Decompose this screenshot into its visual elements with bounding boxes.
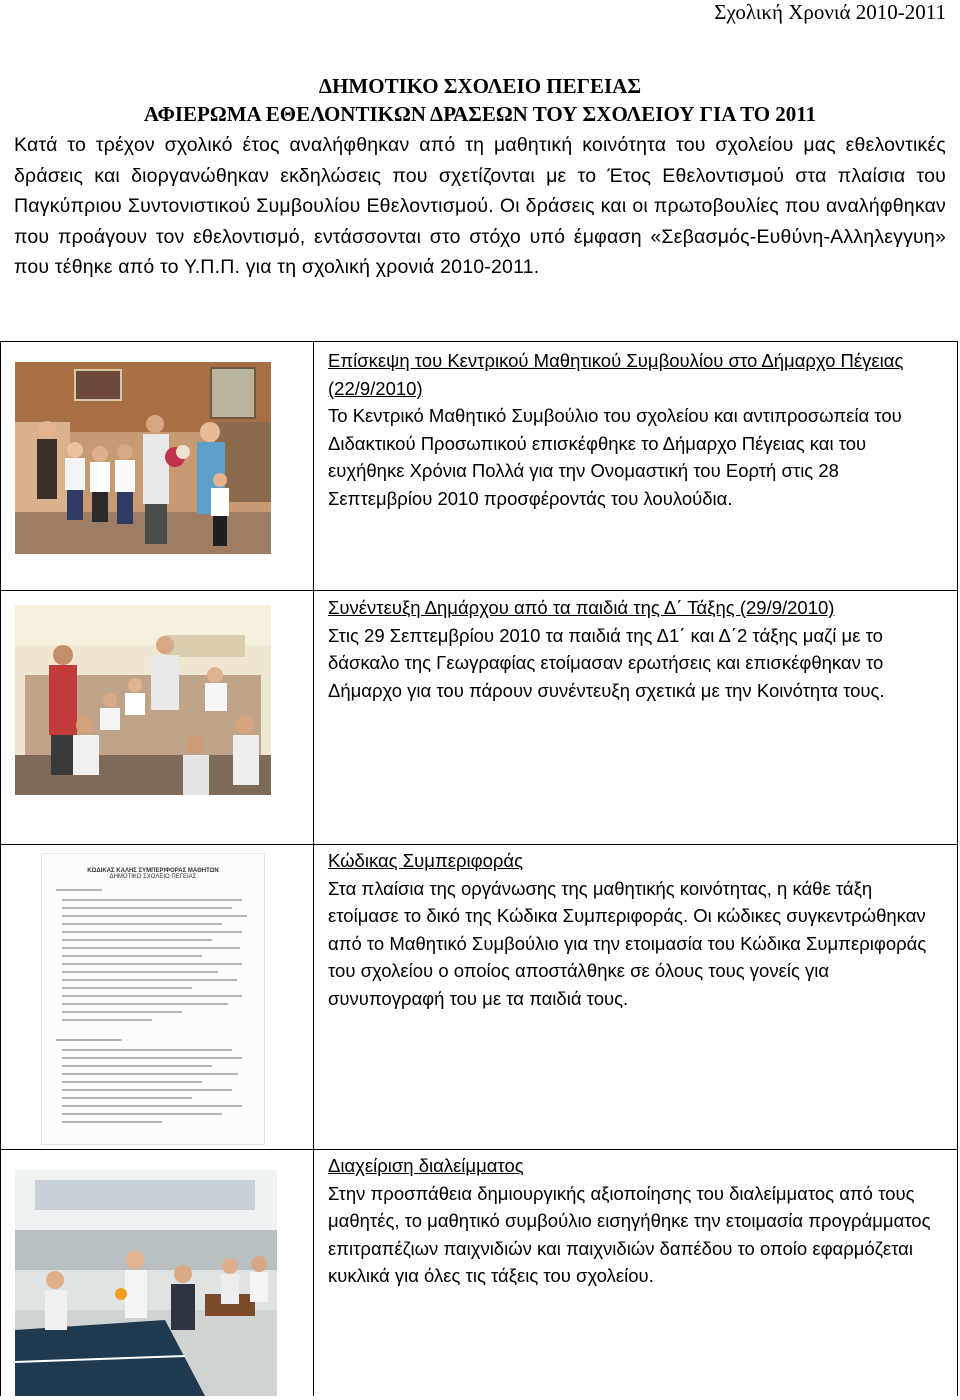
activity-description: Στα πλαίσια της οργάνωσης της μαθητικής κοινότητας, η κάθε τάξη ετοίμασε το δικό της Κώδικα Συμπεριφοράς. Οι κώδικες συγκεντρώθηκαν από το Μαθητικό Συμβούλιο για την ετοιμασία του Κώδικα Συμπεριφοράς του σχολείου ο οποίος αποστάλθηκε σε όλους τους γονείς για συνυπογραφή του με τα παιδιά τους. <box>328 877 927 1009</box>
recess-games-photo <box>15 1170 277 1396</box>
activity-text <box>328 342 943 512</box>
activity-title: Συνέντευξη Δημάρχου από τα παιδιά της Δ΄ Τάξης (29/9/2010) <box>328 597 835 618</box>
activity-text-cell <box>314 342 958 591</box>
document-heading: ΚΩΔΙΚΑΣ ΚΑΛΗΣ ΣΥΜΠΕΡΙΦΟΡΑΣ ΜΑΘΗΤΩΝ <box>87 868 219 874</box>
intro-paragraph: Κατά το τρέχον σχολικό έτος αναλήφθηκαν από τη μαθητική κοινότητα του σχολείου μας εθελοντικές δράσεις και διοργανώθηκαν εκδηλώσεις που σχετίζονται με το Έτος Εθελοντισμού στα πλαίσια του Παγκύπριου Συντονιστικού Συμβουλίου Εθελοντισμού. Οι δράσεις και οι πρωτοβουλίες που αναλήφθηκαν που προάγουν τον εθελοντισμό, εντάσσονται στο στόχο υπό έμφαση «Σεβασμός-Ευθύνη-Αλληλεγγυη» που τέθηκε από το Υ.Π.Π. για τη σχολική χρονιά 2010-2011. <box>14 134 946 278</box>
mayor-visit-photo <box>15 362 271 554</box>
code-of-conduct-document <box>41 853 265 1145</box>
activities-table <box>0 341 958 1396</box>
activity-row <box>1 845 958 1150</box>
activity-description: Το Κεντρικό Μαθητικό Συμβούλιο του σχολείου και αντιπροσωπεία του Διδακτικού Προσωπικού επισκέφθηκε το Δήμαρχο Πέγειας και του ευχήθηκε Χρόνια Πολλά για την Ονομαστική του Εορτή στις 28 Σεπτεμβρίου 2010 προσφέροντάς του λουλούδια. <box>328 405 902 509</box>
tribute-title: ΑΦΙΕΡΩΜΑ ΕΘΕΛΟΝΤΙΚΩΝ ΔΡΑΣΕΩΝ ΤΟΥ ΣΧΟΛΕΙΟΥ ΓΙΑ ΤΟ 2011 <box>143 102 817 126</box>
activity-photo-cell <box>1 1150 314 1397</box>
activity-row <box>1 591 958 845</box>
activity-photo-cell <box>1 342 314 591</box>
activity-text <box>328 1150 943 1290</box>
activity-description: Στις 29 Σεπτεμβρίου 2010 τα παιδιά της Δ1΄ και Δ΄2 τάξης μαζί με το δάσκαλο της Γεωγραφίας ετοίμασαν ερωτήσεις και επισκέφθηκαν το Δήμαρχο για του πάρουν συνέντευξη σχετικά με την Κοινότητα τους. <box>328 624 885 701</box>
school-name-title: ΔΗΜΟΤΙΚΟ ΣΧΟΛΕΙΟ ΠΕΓΕΙΑΣ <box>318 74 642 98</box>
mayor-interview-photo <box>15 605 271 795</box>
activity-text-cell <box>314 591 958 845</box>
activity-title: Επίσκεψη του Κεντρικού Μαθητικού Συμβουλίου στο Δήμαρχο Πέγειας (22/9/2010) <box>328 350 904 399</box>
title-block <box>0 72 960 128</box>
activity-row <box>1 342 958 591</box>
activity-title: Διαχείριση διαλείμματος <box>328 1155 524 1176</box>
activity-row <box>1 1150 958 1397</box>
activity-text-cell <box>314 845 958 1150</box>
activity-title: Κώδικας Συμπεριφοράς <box>328 850 524 871</box>
activity-text <box>328 591 943 704</box>
activity-photo-cell <box>1 845 314 1150</box>
activity-text-cell <box>314 1150 958 1397</box>
document-text-lines <box>42 880 264 1140</box>
activity-text <box>328 845 943 1012</box>
school-year-header: Σχολική Χρονιά 2010-2011 <box>714 0 946 24</box>
document-subheading: ΔΗΜΟΤΙΚΟ ΣΧΟΛΕΙΟ ΠΕΓΕΙΑΣ <box>109 874 197 880</box>
activity-photo-cell <box>1 591 314 845</box>
activity-description: Στην προσπάθεια δημιουργικής αξιοποίησης του διαλείμματος από τους μαθητές, το μαθητικό συμβούλιο εισηγήθηκε την ετοιμασία προγράμματος επιτραπέζιων παιχνιδιών και παιχνιδιών δαπέδου το οποίο εφαρμόζεται κυκλικά για όλες τις τάξεις του σχολείου. <box>328 1182 931 1286</box>
